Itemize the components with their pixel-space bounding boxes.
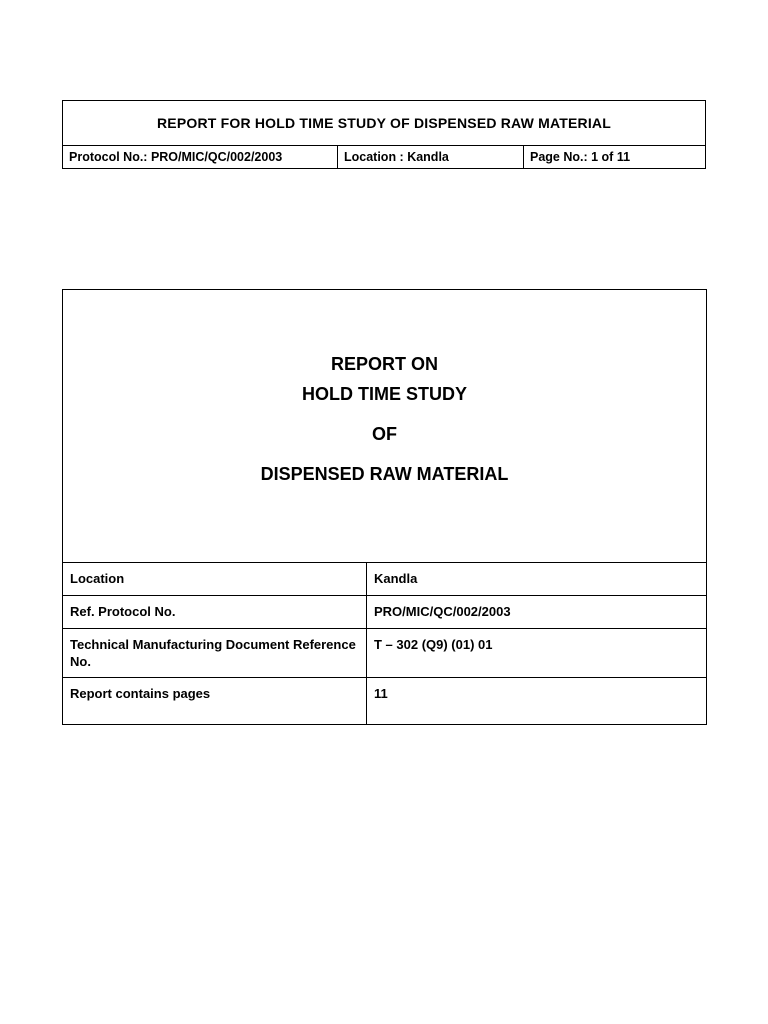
row-value: Kandla bbox=[374, 571, 418, 586]
row-value: 11 bbox=[374, 686, 388, 701]
cover-title-block bbox=[63, 290, 706, 563]
cover-table bbox=[62, 289, 707, 725]
page-number-cell: Page No.: 1 of 11 bbox=[530, 150, 631, 164]
row-label: Location bbox=[63, 563, 367, 595]
cover-title-line-3: OF bbox=[372, 424, 397, 444]
table-row bbox=[63, 563, 706, 596]
location-cell: Location : Kandla bbox=[338, 146, 524, 168]
cover-title-line-2: HOLD TIME STUDY bbox=[302, 384, 467, 404]
table-row bbox=[63, 629, 706, 678]
cover-title-line-4: DISPENSED RAW MATERIAL bbox=[260, 464, 509, 484]
cover-title-line-1: REPORT ON bbox=[330, 354, 438, 374]
row-label: Technical Manufacturing Document Reference No. bbox=[63, 629, 367, 677]
table-row bbox=[63, 596, 706, 629]
report-header-table bbox=[62, 100, 706, 169]
row-value: T – 302 (Q9) (01) 01 bbox=[374, 637, 493, 652]
report-header-title: REPORT FOR HOLD TIME STUDY OF DISPENSED RAW MATERIAL bbox=[63, 101, 705, 146]
row-label: Report contains pages bbox=[63, 678, 367, 724]
table-row bbox=[63, 678, 706, 724]
protocol-number-cell: Protocol No.: PRO/MIC/QC/002/2003 bbox=[63, 146, 338, 168]
row-label: Ref. Protocol No. bbox=[63, 596, 367, 628]
row-value: PRO/MIC/QC/002/2003 bbox=[374, 604, 511, 619]
report-header-meta-row bbox=[63, 146, 705, 168]
